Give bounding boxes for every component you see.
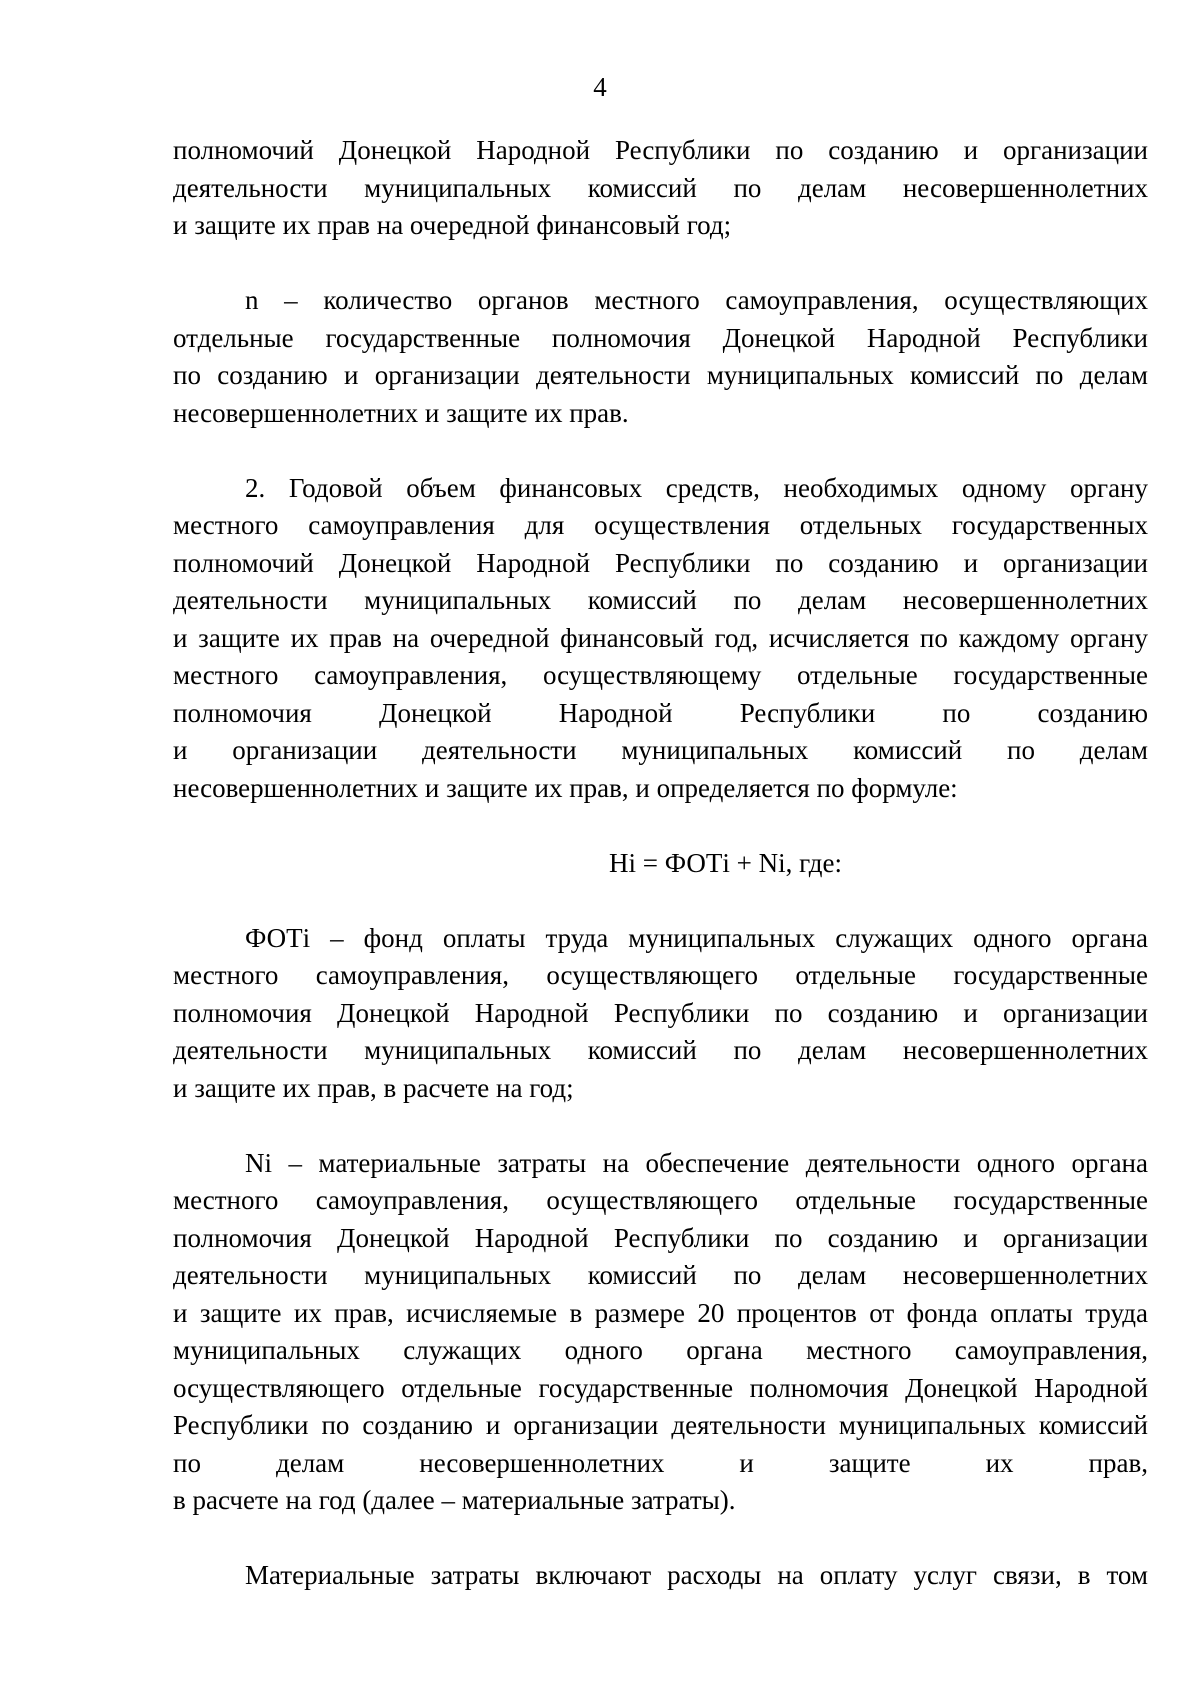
text-line: Ni – материальные затраты на обеспечение деятельности одного органа <box>245 1147 1148 1178</box>
text-line: ФОТi – фонд оплаты труда муниципальных служащих одного органа <box>245 922 1148 953</box>
text-line: полномочия Донецкой Народной Республики по созданию и организации <box>173 1222 1148 1253</box>
text-line: местного самоуправления, осуществляющего отдельные государственные <box>173 1185 1148 1215</box>
paragraph-material-costs <box>173 1557 1148 1595</box>
formula: Hi = ФОТi + Ni, где: <box>608 847 843 878</box>
text-line: и защите их прав на очередной финансовый год; <box>173 210 732 240</box>
text-line: полномочий Донецкой Народной Республики по созданию и организации <box>173 135 1148 165</box>
text-line: деятельности муниципальных комиссий по делам несовершеннолетних <box>173 1035 1148 1065</box>
text-line: Материальные затраты включают расходы на оплату услуг связи, в том <box>245 1560 1148 1590</box>
text-line: несовершеннолетних и защите их прав, и определяется по формуле: <box>173 772 958 803</box>
text-line: местного самоуправления для осуществления отдельных государственных <box>173 510 1148 540</box>
text-line: деятельности муниципальных комиссий по делам несовершеннолетних <box>173 172 1148 203</box>
text-line: деятельности муниципальных комиссий по делам несовершеннолетних <box>173 585 1148 615</box>
text-line: и защите их прав на очередной финансовый год, исчисляется по каждому органу <box>173 622 1148 653</box>
paragraph-item-2 <box>173 470 1148 808</box>
text-line: Республики по созданию и организации деятельности муниципальных комиссий <box>173 1410 1148 1440</box>
text-line: отдельные государственные полномочия Донецкой Народной Республики <box>173 322 1148 353</box>
text-line: и организации деятельности муниципальных комиссий по делам <box>173 735 1148 765</box>
text-line: в расчете на год (далее – материальные затраты). <box>173 1485 736 1515</box>
text-line: муниципальных служащих одного органа местного самоуправления, <box>173 1335 1148 1365</box>
text-line: и защите их прав, исчисляемые в размере 20 процентов от фонда оплаты труда <box>173 1297 1148 1328</box>
text-line: полномочия Донецкой Народной Республики по созданию <box>173 697 1148 728</box>
text-line: несовершеннолетних и защите их прав. <box>173 397 629 428</box>
text-line: 2. Годовой объем финансовых средств, необходимых одному органу <box>245 472 1148 503</box>
text-line: полномочия Донецкой Народной Республики по созданию и организации <box>173 997 1148 1028</box>
page-number: 4 <box>593 72 607 102</box>
paragraph-n-definition <box>173 282 1148 432</box>
text-line: осуществляющего отдельные государственные полномочия Донецкой Народной <box>173 1372 1148 1403</box>
text-line: местного самоуправления, осуществляющего отдельные государственные <box>173 960 1148 990</box>
paragraph-ni-definition <box>173 1145 1148 1520</box>
text-line: деятельности муниципальных комиссий по делам несовершеннолетних <box>173 1260 1148 1290</box>
text-line: n – количество органов местного самоуправления, осуществляющих <box>245 285 1148 315</box>
text-line: по созданию и организации деятельности муниципальных комиссий по делам <box>173 360 1148 390</box>
document-body <box>173 132 1148 1595</box>
text-line: полномочий Донецкой Народной Республики по созданию и организации <box>173 547 1148 578</box>
paragraph-foti-definition <box>173 920 1148 1108</box>
paragraph-continuation <box>173 132 1148 245</box>
text-line: и защите их прав, в расчете на год; <box>173 1072 574 1103</box>
text-line: по делам несовершеннолетних и защите их прав, <box>173 1447 1148 1478</box>
text-line: местного самоуправления, осуществляющему отдельные государственные <box>173 660 1148 690</box>
